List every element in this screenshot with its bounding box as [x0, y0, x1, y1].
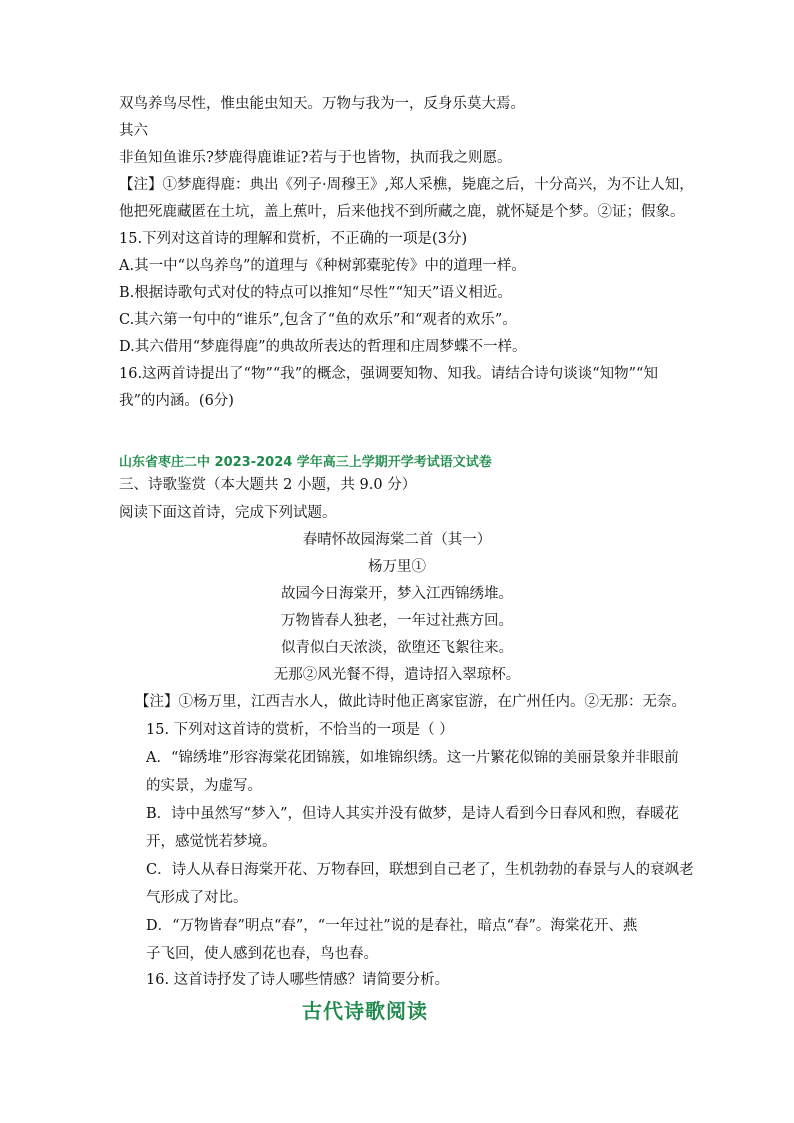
q15-option-b-line-1: B．诗中虽然写“梦入”，但诗人其实并没有做梦，是诗人看到今日春风和煦，春暖花	[146, 806, 679, 822]
q15-option-c-line-2: 气形成了对比。	[146, 890, 248, 906]
poem-line-2: 万物皆春人独老，一年过社燕方回。	[281, 613, 513, 629]
poem-line-3: 似青似白天浓淡，欲堕还飞絮往来。	[281, 640, 513, 656]
note-line-1: 【注】①梦鹿得鹿：典出《列子·周穆王》,郑人采樵，毙鹿之后，十分高兴，为不让人知，	[119, 177, 694, 193]
footer-heading: 古代诗歌阅读	[302, 999, 428, 1023]
q15-option-d-line-1: D．“万物皆春”明点“春”，“一年过社”说的是春社，暗点“春”。海棠花开、燕	[146, 918, 638, 934]
q16-stem: 16. 这首诗抒发了诗人哪些情感？请简要分析。	[146, 972, 450, 988]
q15-option-b-line-2: 开，感觉恍若梦境。	[146, 834, 277, 850]
question-15-option-b: B.根据诗歌句式对仗的特点可以推知“尽性”“知天”语义相近。	[119, 285, 512, 301]
poem-part6-heading: 其六	[119, 123, 148, 139]
poem-title: 春晴怀故园海棠二首（其一）	[302, 532, 492, 548]
question-16-line-2: 我”的内涵。(6分)	[119, 393, 234, 409]
question-15-option-c: C.其六第一句中的“谁乐”,包含了“鱼的欢乐”和“观者的欢乐”。	[119, 312, 517, 328]
poem-line-1: 故园今日海棠开，梦入江西锦绣堆。	[281, 586, 513, 602]
question-16-line-1: 16.这两首诗提出了“物”“我”的概念，强调要知物、知我。请结合诗句谈谈“知物”“知	[119, 366, 658, 382]
section-heading: 三、诗歌鉴赏（本大题共 2 小题，共 9.0 分）	[119, 477, 417, 493]
poem-part6-line: 非鱼知鱼谁乐?梦鹿得鹿谁证?若与于也皆物，执而我之则愿。	[119, 150, 512, 166]
question-15-stem: 15.下列对这首诗的理解和赏析，不正确的一项是(3分)	[119, 231, 468, 247]
question-15-option-d: D.其六借用“梦鹿得鹿”的典故所表达的哲理和庄周梦蝶不一样。	[119, 339, 527, 355]
poem-line-4: 无那②风光餐不得，遣诗招入翠琼杯。	[273, 667, 521, 683]
exam-source-title: 山东省枣庄二中 2023-2024 学年高三上学期开学考试语文试卷	[119, 455, 492, 470]
q15-stem: 15. 下列对这首诗的赏析，不恰当的一项是（ ）	[146, 722, 454, 738]
q15-option-d-line-2: 子飞回，使人感到花也春，鸟也春。	[146, 946, 378, 962]
question-15-option-a: A.其一中“以鸟养鸟”的道理与《种树郭橐驼传》中的道理一样。	[119, 258, 526, 274]
q15-option-c-line-1: C．诗人从春日海棠开花、万物春回，联想到自己老了，生机勃勃的春景与人的衰飒老	[146, 862, 694, 878]
instruction-text: 阅读下面这首诗，完成下列试题。	[119, 505, 337, 521]
poem-author: 杨万里①	[368, 559, 426, 575]
poem-note: 【注】①杨万里，江西吉水人，做此诗时他正离家宦游，在广州任内。②无那：无奈。	[135, 694, 686, 710]
q15-option-a-line-2: 的实景，为虚写。	[146, 778, 262, 794]
poem-part1-last-line: 双鸟养鸟尽性，惟虫能虫知天。万物与我为一，反身乐莫大焉。	[119, 96, 525, 112]
note-line-2: 他把死鹿藏匿在土坑，盖上蕉叶，后来他找不到所藏之鹿，就怀疑是个梦。②证；假象。	[119, 204, 685, 220]
q15-option-a-line-1: A．“锦绣堆”形容海棠花团锦簇，如堆锦织绣。这一片繁花似锦的美丽景象并非眼前	[146, 750, 679, 766]
